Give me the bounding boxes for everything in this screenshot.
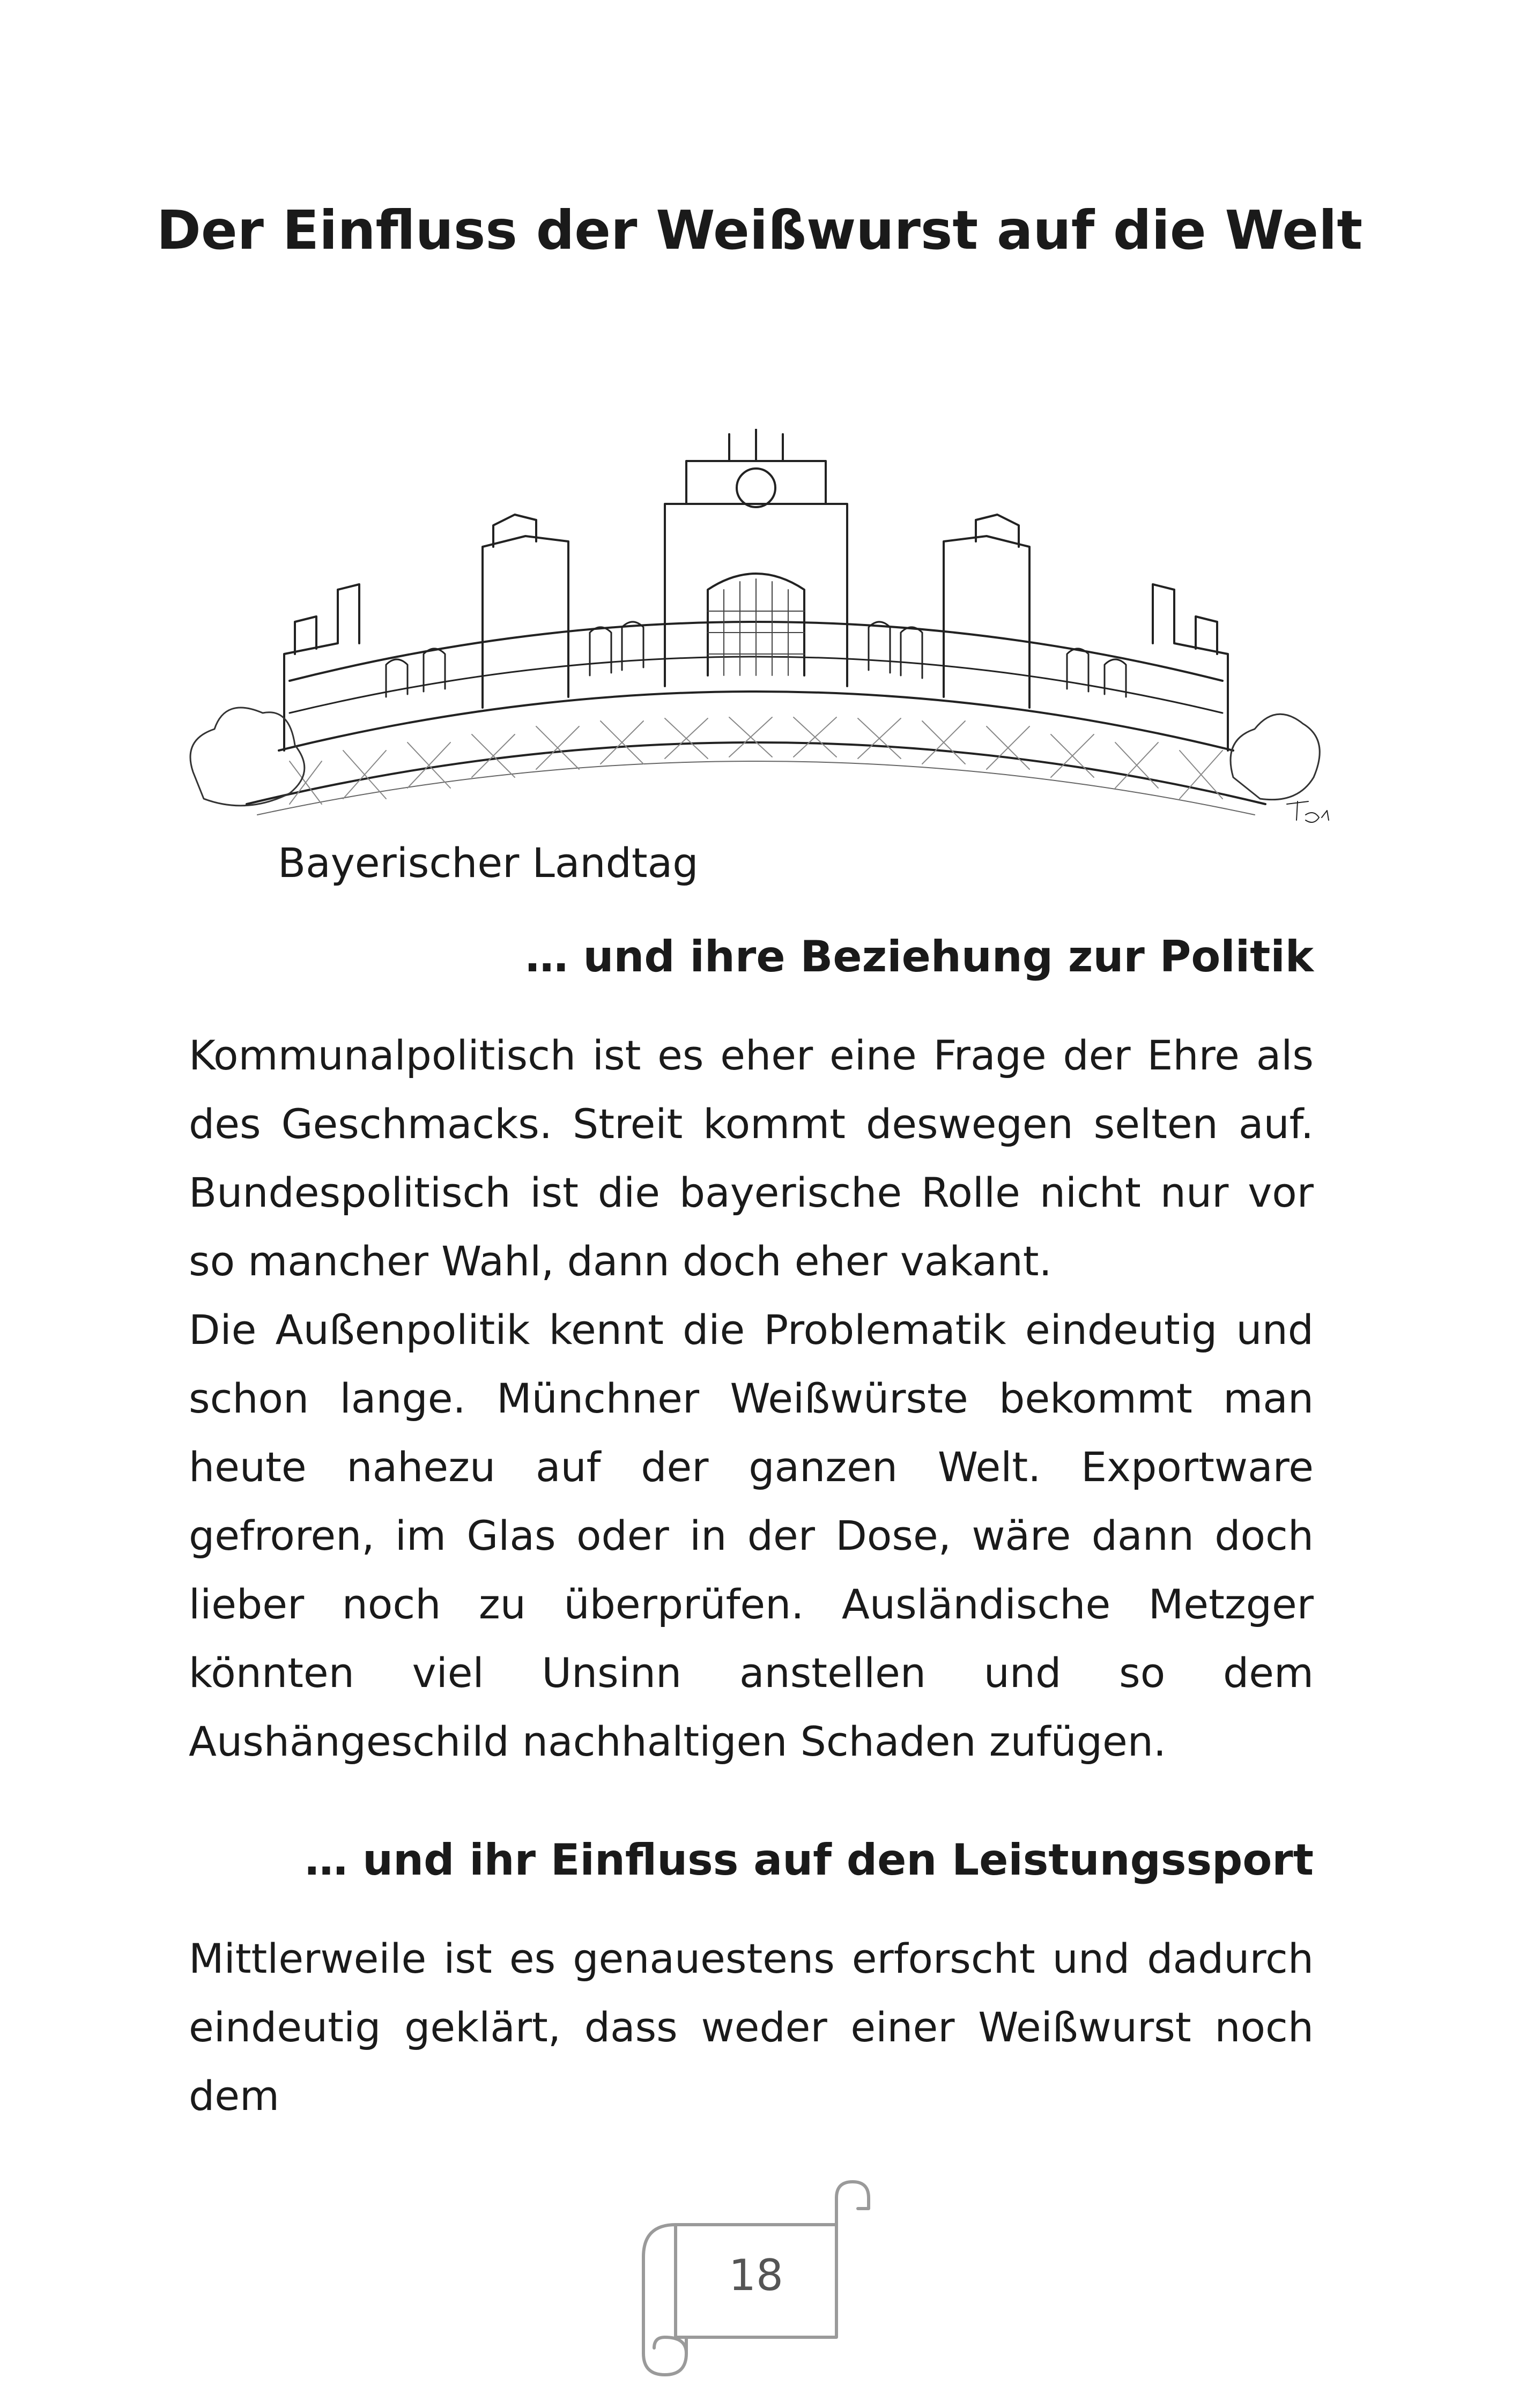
paragraph-sport-1: Mittlerweile ist es genauestens erforscht und dadurch eindeutig geklärt, dass weder einer Weißwurst noch dem — [189, 1935, 1314, 2120]
body-paragraph — [189, 1021, 1314, 1776]
paragraph-politics-2: Die Außenpolitik kennt die Problematik eindeutig und schon lange. Münchner Weißwürste bekommt man heute nahezu auf der ganzen Welt. Exportware gefroren, im Glas oder in der Dose, wäre dann doch lieber noch zu überprüfen. Ausländische Metzger könnten viel Unsinn anstellen und so dem Aushängeschild nachhaltigen Schaden zufügen. — [189, 1306, 1314, 1765]
bavarian-landtag-drawing-icon — [182, 429, 1330, 836]
paragraph-politics-1: Kommunalpolitisch ist es eher eine Frage der Ehre als des Geschmacks. Streit kommt deswegen selten auf. Bundespolitisch ist die bayerische Rolle nicht nur vor so mancher Wahl, dann doch eher vakant. — [189, 1031, 1314, 1285]
section-heading-sport: … und ihr Einfluss auf den Leistungssport — [305, 1835, 1314, 1885]
page-title: Der Einfluss der Weißwurst auf die Welt — [156, 199, 1363, 262]
page-number: 18 — [729, 2250, 783, 2300]
body-paragraph — [189, 1924, 1314, 2130]
illustration-caption: Bayerischer Landtag — [278, 839, 699, 887]
section-heading-politics: … und ihre Beziehung zur Politik — [525, 932, 1314, 982]
